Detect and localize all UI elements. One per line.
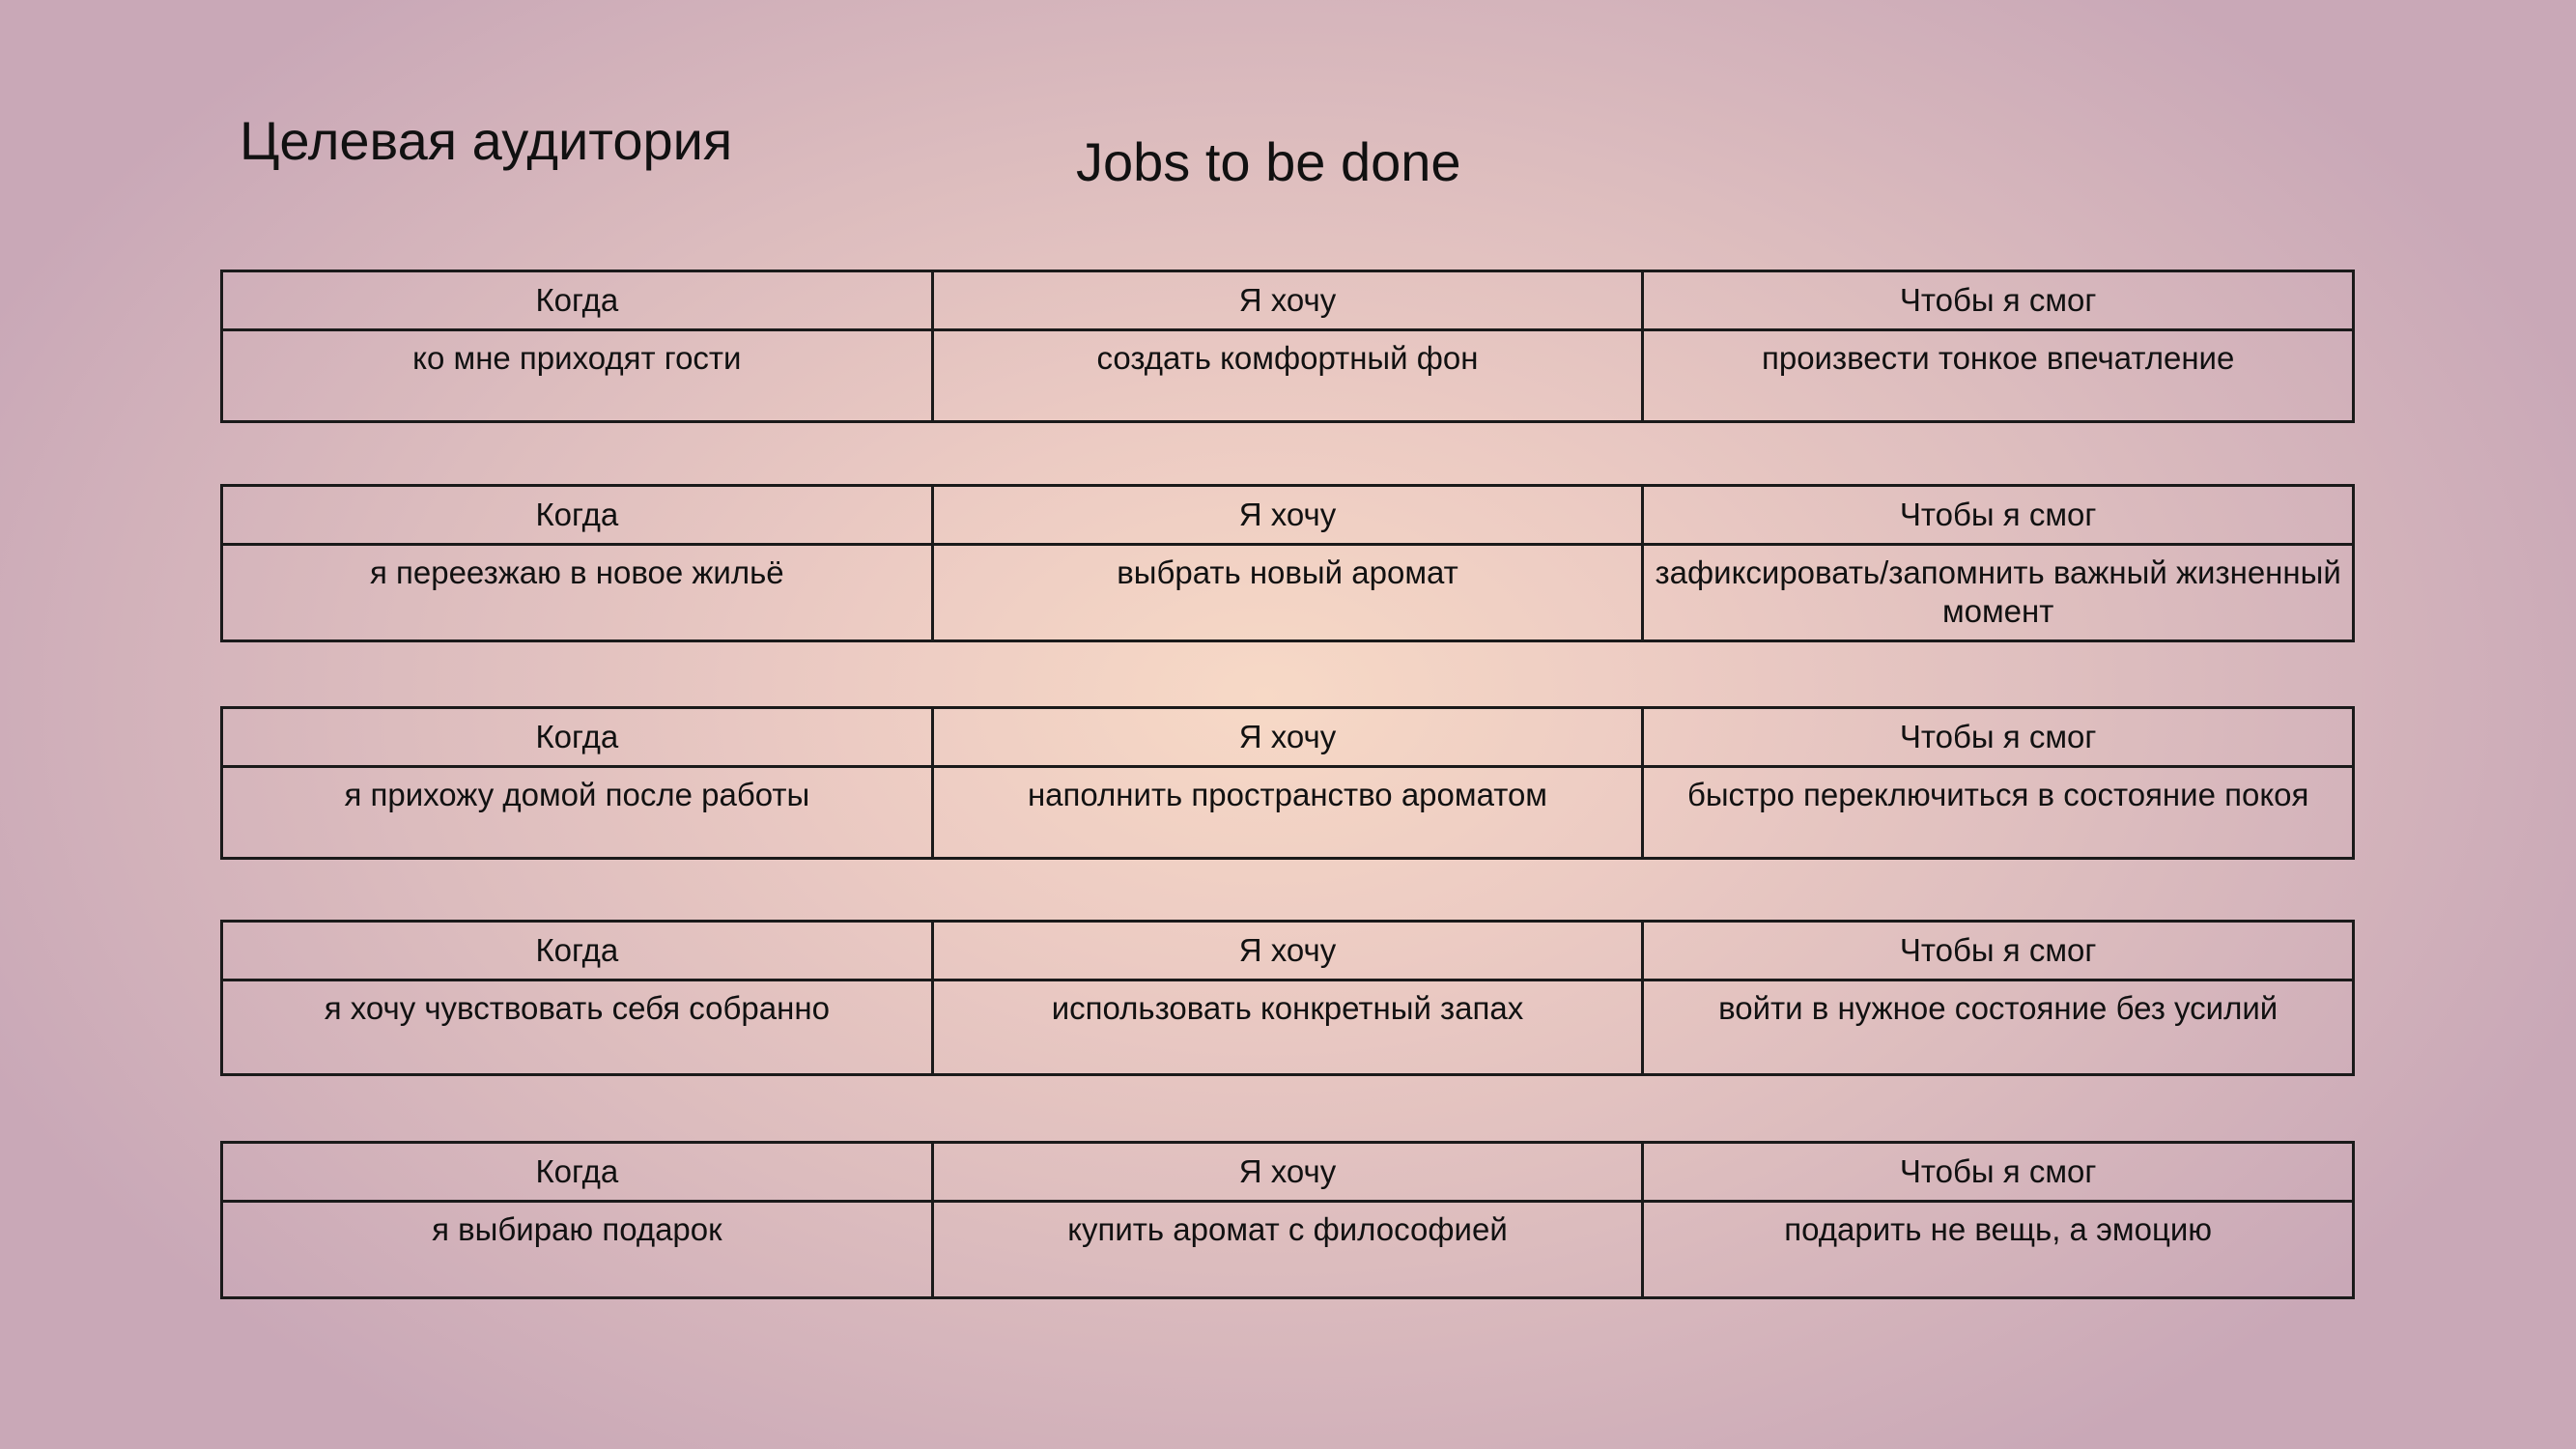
cell-so-that: произвести тонкое впечатление — [1643, 330, 2354, 422]
jtbd-table-gift — [220, 1141, 2355, 1299]
header-want: Я хочу — [932, 708, 1643, 767]
cell-when: я хочу чувствовать себя собранно — [222, 980, 933, 1075]
jtbd-table-guests — [220, 270, 2355, 423]
header-when: Когда — [222, 486, 933, 545]
header-when: Когда — [222, 1143, 933, 1202]
header-want: Я хочу — [932, 922, 1643, 980]
header-want: Я хочу — [932, 486, 1643, 545]
cell-want: использовать конкретный запах — [932, 980, 1643, 1075]
header-so-that: Чтобы я смог — [1643, 1143, 2354, 1202]
cell-want: купить аромат с философией — [932, 1202, 1643, 1298]
header-so-that: Чтобы я смог — [1643, 708, 2354, 767]
cell-when: ко мне приходят гости — [222, 330, 933, 422]
table-row — [222, 1202, 2354, 1298]
table-row — [222, 980, 2354, 1075]
jtbd-table-moving — [220, 484, 2355, 642]
header-want: Я хочу — [932, 271, 1643, 330]
table-header-row — [222, 486, 2354, 545]
table-header-row — [222, 1143, 2354, 1202]
table-header-row — [222, 271, 2354, 330]
header-when: Когда — [222, 271, 933, 330]
jtbd-table-focus — [220, 920, 2355, 1076]
cell-so-that: быстро переключиться в состояние покоя — [1643, 767, 2354, 859]
table-header-row — [222, 708, 2354, 767]
header-so-that: Чтобы я смог — [1643, 486, 2354, 545]
table-header-row — [222, 922, 2354, 980]
cell-want: наполнить пространство ароматом — [932, 767, 1643, 859]
cell-so-that: зафиксировать/запомнить важный жизненный момент — [1643, 545, 2354, 641]
cell-want: выбрать новый аромат — [932, 545, 1643, 641]
cell-so-that: подарить не вещь, а эмоцию — [1643, 1202, 2354, 1298]
header-so-that: Чтобы я смог — [1643, 922, 2354, 980]
cell-when: я прихожу домой после работы — [222, 767, 933, 859]
header-so-that: Чтобы я смог — [1643, 271, 2354, 330]
cell-so-that: войти в нужное состояние без усилий — [1643, 980, 2354, 1075]
table-row — [222, 545, 2354, 641]
header-when: Когда — [222, 708, 933, 767]
cell-want: создать комфортный фон — [932, 330, 1643, 422]
jtbd-table-after-work — [220, 706, 2355, 860]
slide-subtitle: Jobs to be done — [1076, 131, 1461, 192]
header-when: Когда — [222, 922, 933, 980]
table-row — [222, 767, 2354, 859]
cell-when: я выбираю подарок — [222, 1202, 933, 1298]
header-want: Я хочу — [932, 1143, 1643, 1202]
table-row — [222, 330, 2354, 422]
cell-when: я переезжаю в новое жильё — [222, 545, 933, 641]
slide-title: Целевая аудитория — [240, 110, 733, 171]
